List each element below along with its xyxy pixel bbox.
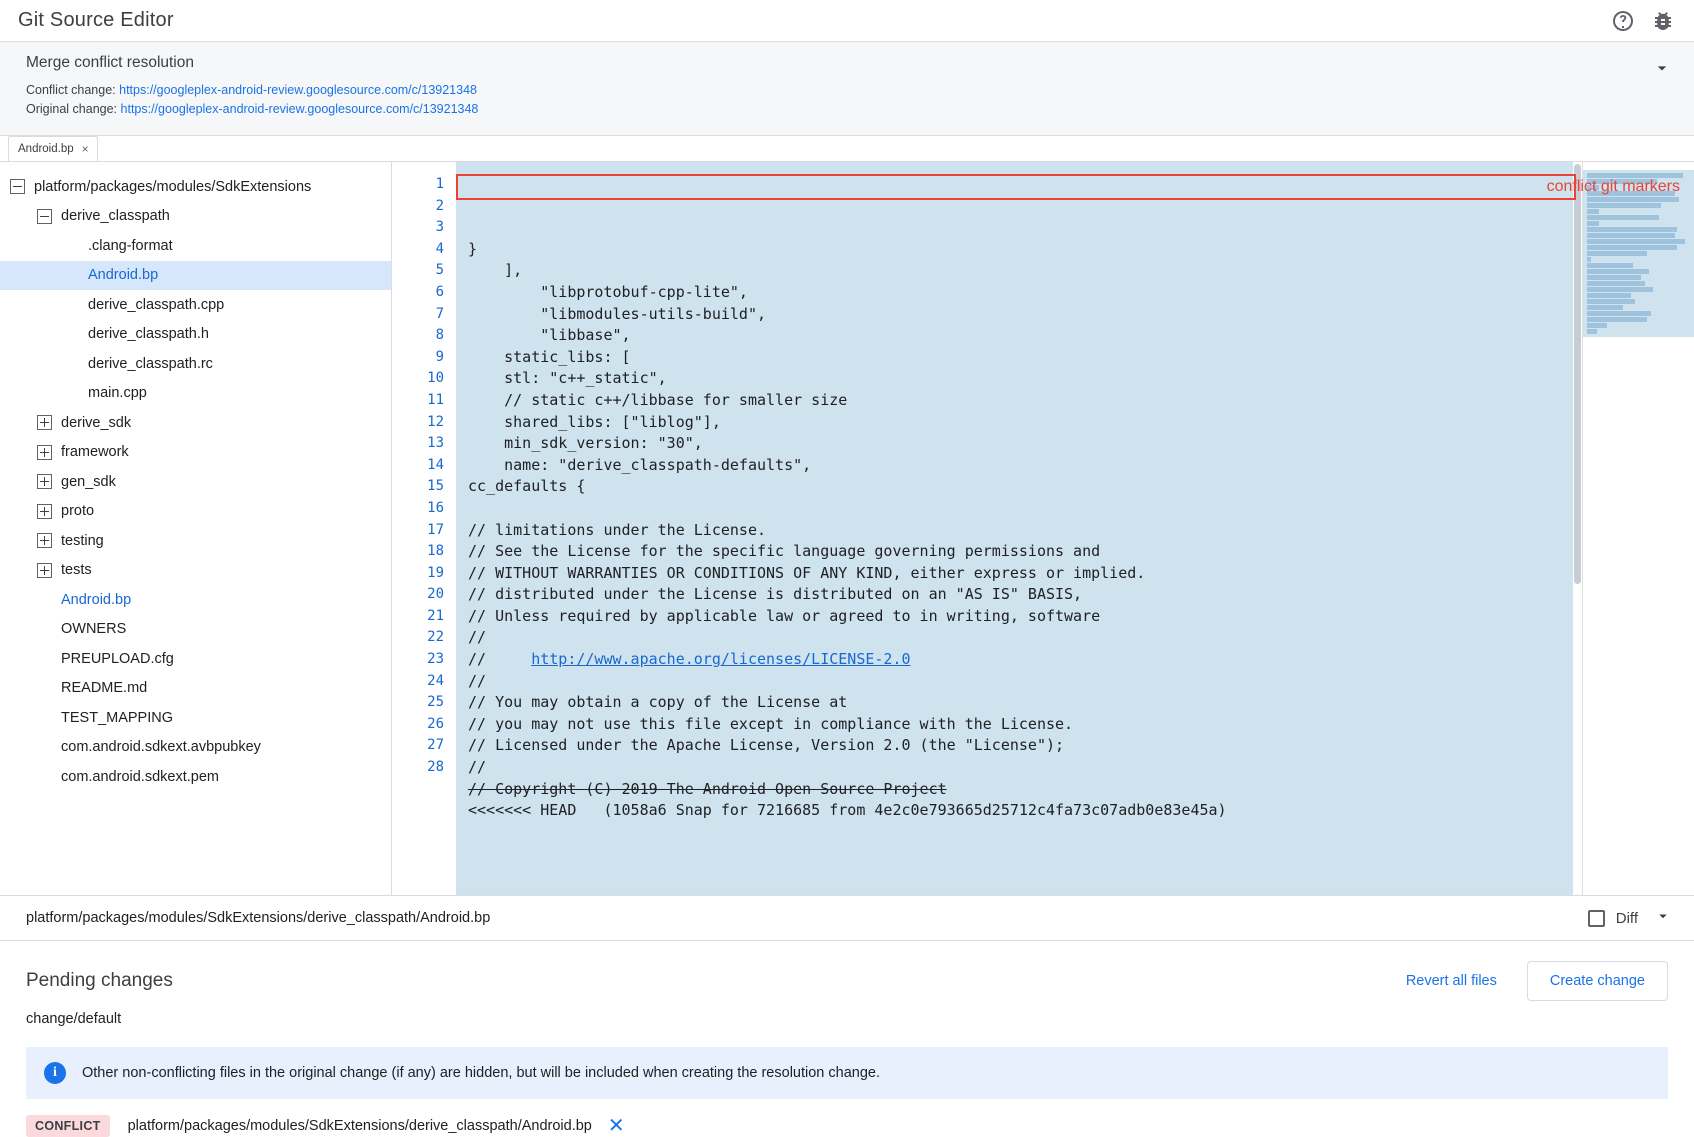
line-number: 26: [427, 715, 444, 732]
line-number: 2: [435, 197, 444, 214]
tree-item-label: derive_classpath.rc: [88, 355, 213, 372]
code-line: [456, 304, 1582, 326]
line-number: 13: [427, 435, 444, 452]
code-text-segment: // limitations under the License.: [468, 520, 767, 539]
minimap-line: [1587, 239, 1685, 244]
tree-item-owners[interactable]: [0, 615, 391, 645]
code-line: [456, 217, 1582, 239]
code-text-segment: name: "derive_classpath-defaults",: [468, 455, 812, 474]
tree-item-label: proto: [61, 503, 95, 520]
code-text-segment: "libbase",: [468, 326, 631, 345]
pending-changes-section: [0, 941, 1694, 1137]
conflict-change-row: [26, 83, 1672, 97]
code-text-segment: // distributed under the License is distributed on an "AS IS" BASIS,: [468, 585, 1083, 604]
original-change-label: Original change:: [26, 102, 118, 116]
info-banner-text: Other non-conflicting files in the original change (if any) are hidden, but will be included when creating the resolution change.: [82, 1065, 880, 1081]
code-text-segment: // Licensed under the Apache License, Version 2.0 (the "License");: [468, 736, 1065, 755]
editor-content: [0, 162, 1694, 895]
expand-icon[interactable]: [37, 415, 52, 430]
title-bar: [0, 0, 1694, 42]
merge-header-title: Merge conflict resolution: [26, 54, 194, 71]
minimap-line: [1587, 269, 1649, 274]
expand-icon[interactable]: [37, 504, 52, 519]
diff-options-chevron-down-icon[interactable]: [1654, 907, 1672, 929]
tree-item-derive-classpath-rc[interactable]: [0, 349, 391, 379]
editor-scrollbar-track[interactable]: [1573, 162, 1582, 895]
minimap-line: [1587, 323, 1607, 328]
code-line: [456, 368, 1582, 390]
info-icon: i: [44, 1062, 66, 1084]
code-line: [456, 649, 1582, 671]
tree-item-clang-format[interactable]: [0, 231, 391, 261]
line-number: 12: [427, 413, 444, 430]
original-change-row: [26, 102, 1672, 116]
tree-item-testing[interactable]: [0, 526, 391, 556]
tree-item-android-bp[interactable]: [0, 585, 391, 615]
editor-scrollbar-thumb[interactable]: [1574, 164, 1581, 584]
code-text-segment: //: [468, 671, 487, 690]
collapse-icon[interactable]: [10, 179, 25, 194]
code-text-segment: // See the License for the specific language governing permissions and: [468, 542, 1101, 561]
minimap-line: [1587, 317, 1647, 322]
code-line: [456, 757, 1582, 779]
status-badge: CONFLICT: [26, 1115, 110, 1137]
line-number: 9: [435, 348, 444, 365]
code-text-segment: <<<<<<< HEAD (1058a6 Snap for 7216685 from 4e2c0e793665d25712c4fa73c07adb0e83e45a): [468, 801, 1227, 820]
minimap-line: [1587, 311, 1651, 316]
line-number: 15: [427, 478, 444, 495]
code-line: [456, 541, 1582, 563]
code-text-segment: // Copyright (C) 2019 The Android Open Source Project: [468, 779, 947, 798]
tree-item-label: derive_classpath.h: [88, 326, 209, 343]
code-text-segment: // Unless required by applicable law or agreed to in writing, software: [468, 606, 1101, 625]
code-line: [456, 260, 1582, 282]
line-number: 5: [435, 262, 444, 279]
code-text-segment: "libprotobuf-cpp-lite",: [468, 282, 748, 301]
code-line: [456, 325, 1582, 347]
page-title: Git Source Editor: [18, 9, 174, 31]
tree-item-platform-packages-modules-sdkextensions[interactable]: [0, 172, 391, 202]
pending-changes-header: [26, 961, 1668, 1001]
line-number: 10: [427, 370, 444, 387]
line-number: 8: [435, 327, 444, 344]
tree-item-label: README.md: [61, 680, 148, 697]
minimap-line: [1587, 251, 1647, 256]
code-text-segment: "libmodules-utils-build",: [468, 304, 767, 323]
line-number: 16: [427, 499, 444, 516]
code-text-segment: // WITHOUT WARRANTIES OR CONDITIONS OF ANY KIND, either express or implied.: [468, 563, 1146, 582]
tree-item-label: testing: [61, 532, 104, 549]
code-line: [456, 735, 1582, 757]
line-number: 6: [435, 283, 444, 300]
conflict-file-path: platform/packages/modules/SdkExtensions/derive_classpath/Android.bp: [127, 1118, 592, 1134]
code-text-segment: ],: [468, 261, 523, 280]
line-number: 3: [435, 219, 444, 236]
code-text-segment: // static c++/libbase for smaller size: [468, 390, 848, 409]
create-change-button[interactable]: Create change: [1527, 961, 1668, 1001]
tree-item-derive-classpath-h[interactable]: [0, 320, 391, 350]
tree-item-derive-classpath[interactable]: [0, 202, 391, 232]
code-text-segment: static_libs: [: [468, 347, 631, 366]
line-number: 19: [427, 564, 444, 581]
file-path-text: platform/packages/modules/SdkExtensions/derive_classpath/Android.bp: [26, 910, 491, 926]
code-line: [456, 714, 1582, 736]
tab-label: Android.bp: [18, 143, 74, 155]
code-line: [456, 347, 1582, 369]
code-text-segment: // you may not use this file except in compliance with the License.: [468, 714, 1074, 733]
diff-label: Diff: [1615, 909, 1638, 927]
expand-icon[interactable]: [37, 533, 52, 548]
revert-all-files-button[interactable]: Revert all files: [1394, 963, 1509, 999]
expand-icon[interactable]: [37, 445, 52, 460]
bug-icon[interactable]: [1650, 8, 1676, 34]
tree-item-com-android-sdkext-pem[interactable]: [0, 762, 391, 792]
tree-item-label: Android.bp: [88, 267, 159, 284]
tree-item-gen-sdk[interactable]: [0, 467, 391, 497]
expand-icon[interactable]: [37, 474, 52, 489]
line-number: 1: [435, 176, 444, 192]
line-number: 21: [427, 607, 444, 624]
tree-item-label: PREUPLOAD.cfg: [61, 650, 174, 667]
code-line: [456, 455, 1582, 477]
tree-item-label: framework: [61, 444, 129, 461]
minimap-line: [1587, 305, 1623, 310]
minimap-line: [1587, 233, 1675, 238]
line-number: 22: [427, 629, 444, 646]
line-number-gutter: [392, 162, 456, 895]
code-line: [456, 627, 1582, 649]
editor-tab-strip: [0, 136, 1694, 162]
code-text[interactable]: [456, 162, 1582, 895]
code-line: [456, 584, 1582, 606]
minimap-line: [1587, 209, 1599, 214]
minimap-line: [1587, 293, 1631, 298]
tree-item-framework[interactable]: [0, 438, 391, 468]
help-icon[interactable]: [1610, 8, 1636, 34]
conflict-change-label: Conflict change:: [26, 83, 116, 97]
minimap-line: [1587, 329, 1597, 334]
collapse-icon[interactable]: [37, 209, 52, 224]
line-number: 23: [427, 651, 444, 668]
conflict-change-link[interactable]: https://googleplex-android-review.googlesource.com/c/13921348: [119, 83, 477, 97]
tree-item-label: OWNERS: [61, 621, 127, 638]
line-number: 24: [427, 672, 444, 689]
code-text-segment: shared_libs: ["liblog"],: [468, 412, 721, 431]
tree-item-label: tests: [61, 562, 92, 579]
tab-android-bp[interactable]: [8, 136, 98, 161]
tree-item-com-android-sdkext-avbpubkey[interactable]: [0, 733, 391, 763]
code-line: [456, 433, 1582, 455]
code-text-segment: //: [468, 628, 487, 647]
conflict-annotation-label: conflict git markers: [1546, 178, 1680, 195]
code-line: [456, 239, 1582, 261]
code-line: [456, 390, 1582, 412]
minimap-line: [1587, 281, 1645, 286]
minimap-line: [1587, 215, 1659, 220]
tree-item-label: com.android.sdkext.pem: [61, 768, 219, 785]
line-number: 25: [427, 694, 444, 711]
line-number: 18: [427, 543, 444, 560]
code-text-segment: stl: "c++_static",: [468, 369, 667, 388]
line-number: 27: [427, 737, 444, 754]
minimap-line: [1587, 299, 1635, 304]
code-line: [456, 412, 1582, 434]
tree-item-label: .clang-format: [88, 237, 173, 254]
minimap-line: [1587, 257, 1591, 262]
chevron-down-icon[interactable]: [1652, 58, 1672, 78]
minimap-line: [1587, 287, 1653, 292]
code-line: [456, 476, 1582, 498]
minimap-line: [1587, 197, 1679, 202]
tree-item-label: derive_classpath: [61, 208, 170, 225]
code-minimap[interactable]: [1582, 162, 1694, 895]
code-text-segment: //: [468, 758, 487, 777]
close-icon[interactable]: ×: [81, 142, 89, 156]
tree-item-preupload-cfg[interactable]: [0, 644, 391, 674]
original-change-link[interactable]: https://googleplex-android-review.googlesource.com/c/13921348: [120, 102, 479, 116]
code-line: [456, 779, 1582, 801]
code-line: [456, 800, 1582, 822]
minimap-line: [1587, 203, 1661, 208]
change-name-label: change/default: [26, 1011, 122, 1027]
line-number: 28: [427, 759, 444, 776]
minimap-line: [1587, 275, 1641, 280]
tree-item-android-bp[interactable]: [0, 261, 391, 291]
code-text-segment: }: [468, 239, 478, 258]
tree-item-label: gen_sdk: [61, 473, 116, 490]
close-icon[interactable]: ✕: [607, 1115, 625, 1137]
tree-item-test-mapping[interactable]: [0, 703, 391, 733]
conflict-file-row: [26, 1099, 1668, 1137]
tree-item-main-cpp[interactable]: [0, 379, 391, 409]
code-text-segment: // You may obtain a copy of the License at: [468, 693, 848, 712]
line-number: 7: [435, 305, 444, 322]
code-line: [456, 520, 1582, 542]
pending-changes-title: Pending changes: [26, 970, 173, 991]
tree-item-proto[interactable]: [0, 497, 391, 527]
line-number: 17: [427, 521, 444, 538]
line-number: 4: [435, 240, 444, 257]
tree-item-label: platform/packages/modules/SdkExtensions: [34, 178, 312, 195]
minimap-line: [1587, 245, 1677, 250]
tree-item-derive-classpath-cpp[interactable]: [0, 290, 391, 320]
info-banner: [26, 1047, 1668, 1099]
code-line: [456, 606, 1582, 628]
line-number: 11: [427, 391, 444, 408]
tree-item-label: com.android.sdkext.avbpubkey: [61, 739, 261, 756]
line-number: 14: [427, 456, 444, 473]
code-editor: [392, 162, 1694, 895]
code-line: [456, 563, 1582, 585]
tree-item-derive-sdk[interactable]: [0, 408, 391, 438]
file-path-bar: [0, 895, 1694, 941]
tree-item-readme-md[interactable]: [0, 674, 391, 704]
minimap-line: [1587, 263, 1633, 268]
code-line: [456, 498, 1582, 520]
code-line: [456, 282, 1582, 304]
file-tree[interactable]: [0, 162, 392, 895]
code-line: [456, 671, 1582, 693]
tree-item-label: main.cpp: [88, 385, 147, 402]
code-text-segment: cc_defaults {: [468, 477, 586, 496]
code-text-segment: //: [468, 650, 532, 669]
tree-item-tests[interactable]: [0, 556, 391, 586]
merge-conflict-header: [0, 42, 1694, 136]
tree-item-label: TEST_MAPPING: [61, 709, 173, 726]
tree-item-label: derive_classpath.cpp: [88, 296, 225, 313]
tree-item-label: Android.bp: [61, 591, 132, 608]
diff-checkbox[interactable]: [1588, 910, 1605, 927]
code-line: [456, 692, 1582, 714]
minimap-line: [1587, 227, 1677, 232]
expand-icon[interactable]: [37, 563, 52, 578]
minimap-line: [1587, 221, 1599, 226]
code-text-segment: min_sdk_version: "30",: [468, 434, 703, 453]
tree-item-label: derive_sdk: [61, 414, 132, 431]
line-number: 20: [427, 586, 444, 603]
license-url-link[interactable]: http://www.apache.org/licenses/LICENSE-2.0: [531, 650, 911, 669]
